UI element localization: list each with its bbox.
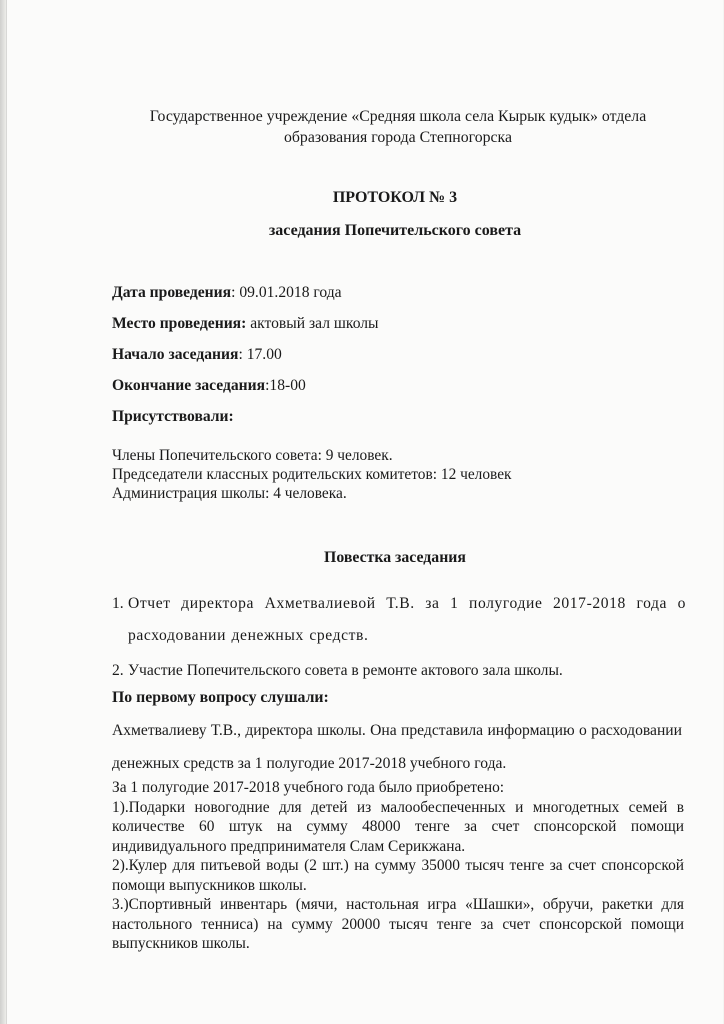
agenda-item-number: 1. [112,595,124,612]
field-value: актовый зал школы [250,315,379,332]
field-place [112,315,379,333]
field-separator: : [231,284,240,301]
field-label: Окончание заседания [112,377,266,394]
field-value: 17.00 [246,346,282,363]
field-separator: : [265,377,270,394]
agenda-item-text: Участие Попечительского совета в ремонте актового зала школы. [128,662,563,679]
purchases-intro: За 1 полугодие 2017-2018 учебного года было приобретено: [112,779,505,796]
field-value: 09.01.2018 года [239,284,342,301]
field-date [112,284,342,302]
field-label: Начало заседания [112,346,239,363]
purchase-item: 1).Подарки новогодние для детей из малообеспеченных и многодетных семей в количестве 60 штук на сумму 48000 тенге за счет спонсорской помощи индивидуального предпринимателя Слам Серикжана. [112,798,684,855]
field-start [112,346,282,364]
question1-title: По первому вопросу слушали: [112,689,329,706]
organization-header: Государственное учреждение «Средняя школа села Кырык кудык» отдела образования города Степногорска [149,108,647,146]
attendee-line: Администрация школы: 4 человека. [112,485,347,502]
field-label: Место проведения: [112,315,247,332]
attendees-list [112,446,678,503]
protocol-title: ПРОТОКОЛ № 3 [332,189,458,206]
attendee-line: Члены Попечительского совета: 9 человек. [112,447,393,464]
purchase-item: 2).Кулер для питьевой воды (2 шт.) на сумму 35000 тысяч тенге за счет спонсорской помощи выпускников школы. [112,857,684,894]
agenda-item [112,659,686,683]
agenda-list [112,588,686,683]
question1-text: Ахметвалиеву Т.В., директора школы. Она представила информацию о расходовании денежных средств за 1 полугодие 2017-2018 учебного года. [112,722,682,772]
protocol-subtitle: заседания Попечительского совета [268,222,522,239]
field-end [112,377,306,395]
purchase-item: 3.)Спортивный инвентарь (мячи, настольная игра «Шашки», обручи, ракетки для настольного тенниса) на сумму 20000 тысяч тенге за счет спонсорской помощи выпускников школы. [112,896,684,952]
field-value: 18-00 [269,377,306,394]
agenda-title: Повестка заседания [324,549,466,566]
agenda-item-text: Отчет директора Ахметвалиевой Т.В. за 1 полугодие 2017-2018 года о расходовании денежных средств. [128,595,686,644]
attendee-line: Председатели классных родительских комитетов: 12 человек [112,466,512,483]
agenda-item-number: 2. [112,662,124,679]
field-label: Дата проведения [112,284,232,301]
field-separator: : [238,346,247,363]
field-label: Присутствовали: [112,408,234,425]
agenda-item [112,588,686,652]
field-attended [112,408,234,426]
purchases-block [112,778,684,954]
